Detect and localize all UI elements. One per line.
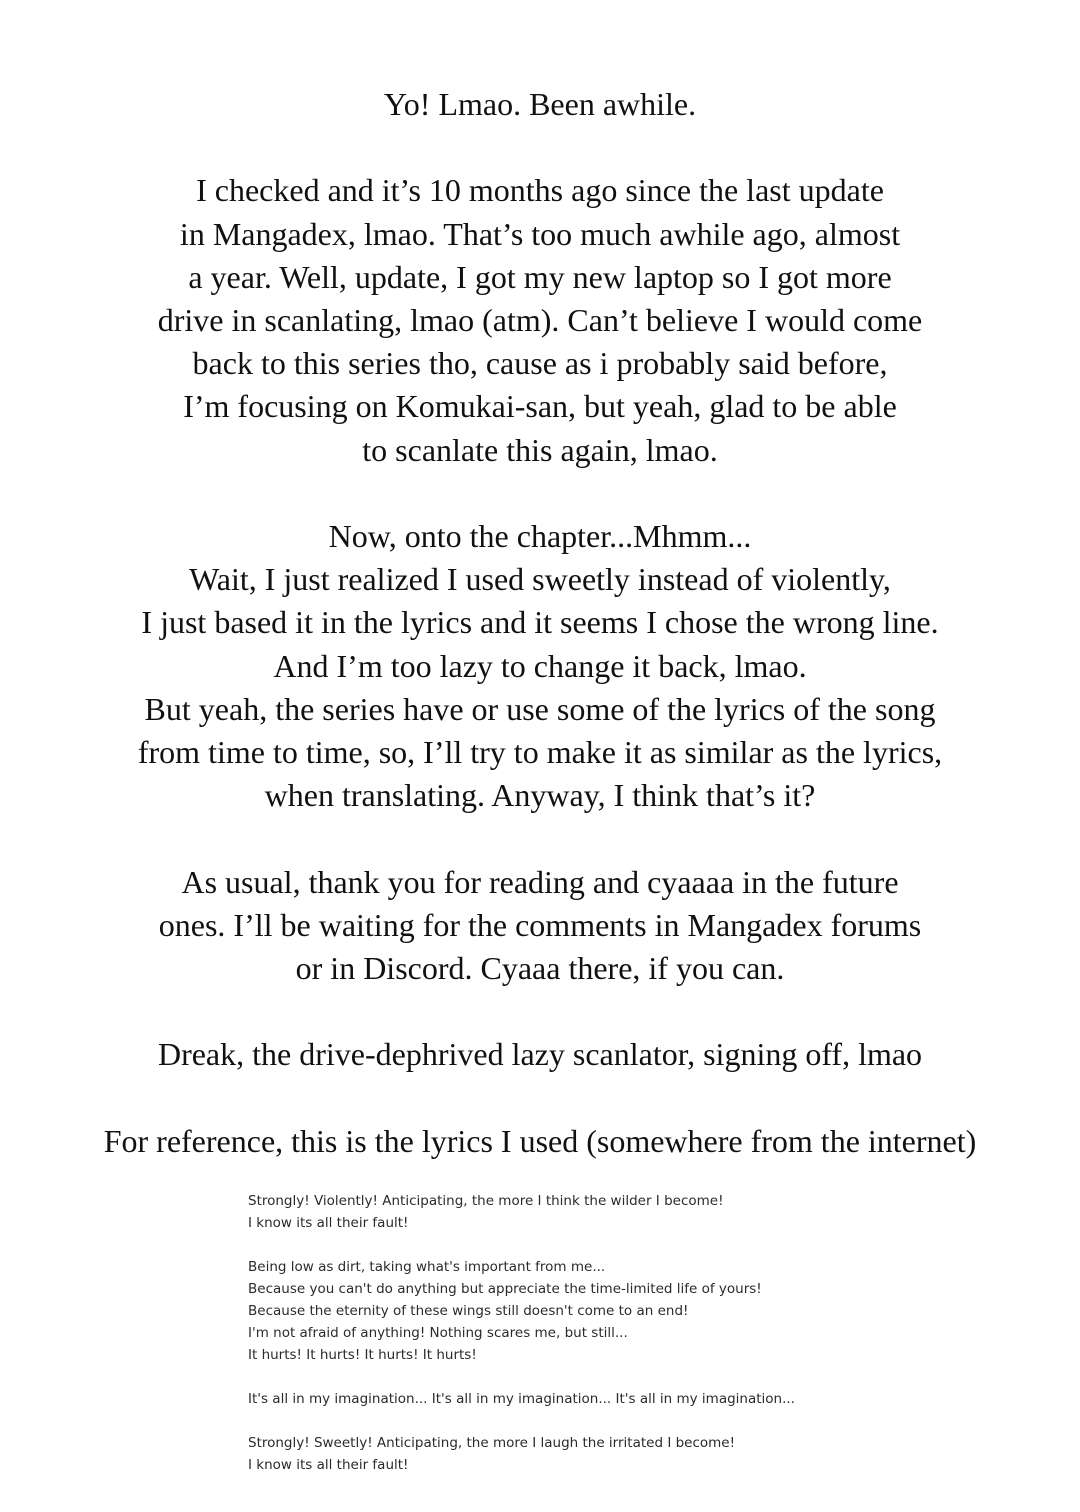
note-line: from time to time, so, I’ll try to make it as similar as the lyrics,: [137, 734, 943, 771]
lyrics-line: Because the eternity of these wings still doesn't come to an end!: [248, 1303, 689, 1319]
note-line: As usual, thank you for reading and cyaaaa in the future: [181, 863, 899, 900]
lyrics-line: I know its all their fault!: [248, 1215, 409, 1231]
note-paragraph: [0, 1033, 1080, 1076]
note-line: For reference, this is the lyrics I used (somewhere from the internet): [103, 1122, 977, 1159]
note-paragraph: [0, 83, 1080, 126]
note-line: when translating. Anyway, I think that’s it?: [264, 777, 816, 814]
note-line: or in Discord. Cyaaa there, if you can.: [295, 950, 785, 987]
lyrics-line: Being low as dirt, taking what's important from me...: [248, 1259, 606, 1275]
note-line: But yeah, the series have or use some of the lyrics of the song: [144, 690, 936, 727]
note-line: I checked and it’s 10 months ago since the last update: [196, 172, 884, 209]
note-line: I’m focusing on Komukai-san, but yeah, glad to be able: [183, 388, 897, 425]
note-paragraph: [0, 1120, 1080, 1163]
lyrics-screenshot: [248, 1190, 1008, 1476]
lyrics-line: Because you can't do anything but appreciate the time-limited life of yours!: [248, 1281, 762, 1297]
note-line: in Mangadex, lmao. That’s too much awhile ago, almost: [179, 215, 901, 252]
note-paragraph: [0, 861, 1080, 991]
lyrics-stanza: [248, 1388, 1008, 1410]
lyrics-line: Strongly! Sweetly! Anticipating, the more I laugh the irritated I become!: [248, 1435, 736, 1451]
note-line: Wait, I just realized I used sweetly instead of violently,: [189, 561, 891, 598]
lyrics-line: It's all in my imagination... It's all in my imagination... It's all in my imagination...: [248, 1391, 795, 1407]
translator-note: [0, 83, 1080, 1163]
lyrics-line: It hurts! It hurts! It hurts! It hurts!: [248, 1347, 477, 1363]
lyrics-stanza: [248, 1190, 1008, 1234]
note-line: ones. I’ll be waiting for the comments in Mangadex forums: [158, 906, 922, 943]
lyrics-stanza: [248, 1256, 1008, 1366]
note-line: I just based it in the lyrics and it seems I chose the wrong line.: [141, 604, 939, 641]
note-line: And I’m too lazy to change it back, lmao.: [273, 647, 807, 684]
note-line: back to this series tho, cause as i probably said before,: [192, 345, 888, 382]
note-line: Dreak, the drive-dephrived lazy scanlator, signing off, lmao: [157, 1036, 923, 1073]
lyrics-line: I know its all their fault!: [248, 1457, 409, 1473]
note-line: a year. Well, update, I got my new laptop so I got more: [188, 258, 892, 295]
lyrics-line: Strongly! Violently! Anticipating, the more I think the wilder I become!: [248, 1193, 724, 1209]
note-line: Now, onto the chapter...Mhmm...: [328, 518, 752, 554]
note-paragraph: [0, 169, 1080, 471]
note-line: to scanlate this again, lmao.: [362, 431, 718, 468]
note-line: Yo! Lmao. Been awhile.: [383, 86, 697, 122]
lyrics-stanza: [248, 1432, 1008, 1476]
note-paragraph: [0, 515, 1080, 817]
note-line: drive in scanlating, lmao (atm). Can’t believe I would come: [157, 302, 923, 338]
lyrics-line: I'm not afraid of anything! Nothing scares me, but still...: [248, 1325, 628, 1341]
